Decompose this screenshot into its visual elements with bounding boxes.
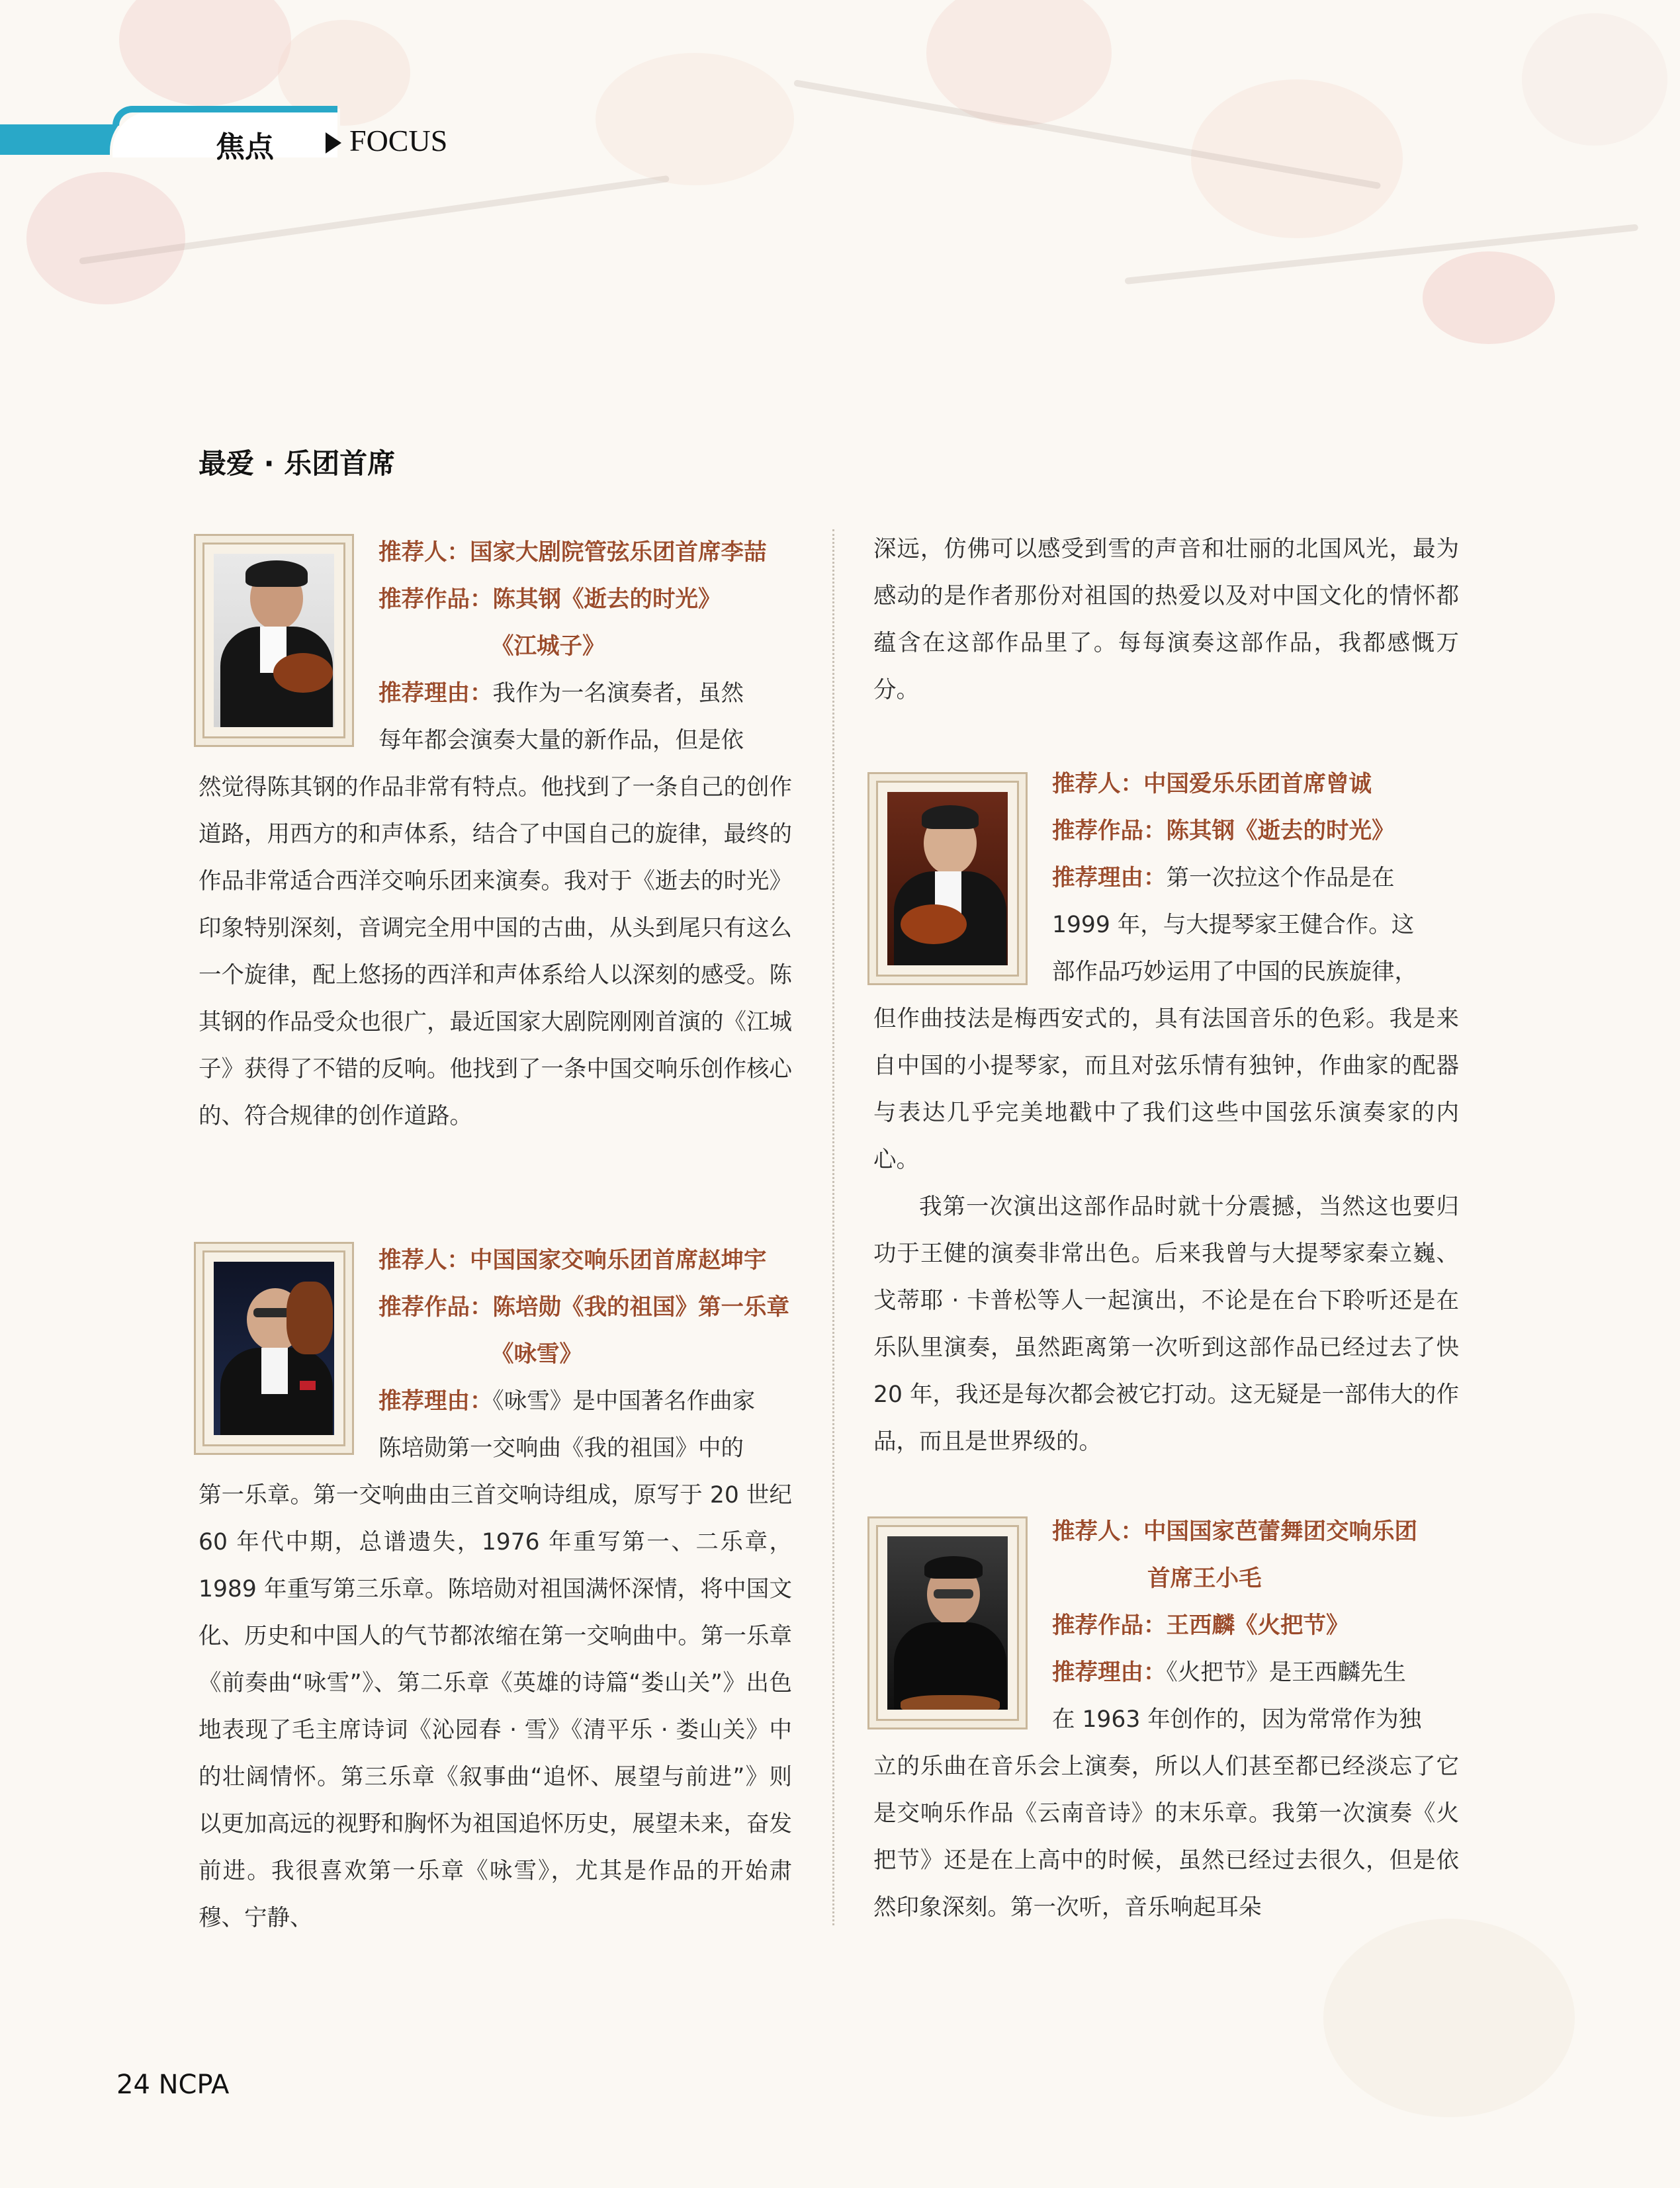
recommended-work-2: 推荐作品：陈培勋《我的祖国》第一乐章: [378, 1294, 789, 1321]
page-footer: [116, 2070, 229, 2100]
section-label-english: FOCUS: [349, 124, 448, 157]
reason-4-second-line: 在 1963 年创作的，因为常常作为独: [1052, 1706, 1422, 1733]
brand-name: NCPA: [158, 2070, 230, 2100]
reason-2-second-line: 陈培勋第一交响曲《我的祖国》中的: [378, 1435, 744, 1462]
reason-4-text-start: 《火把节》是王西麟先生: [1166, 1659, 1406, 1686]
recommender-2: 推荐人：中国国家交响乐团首席赵坤宇: [378, 1247, 767, 1274]
reason-label: 推荐理由：: [378, 1388, 493, 1415]
reason-2-body: 第一乐章。第一交响曲由三首交响诗组成，原写于 20 世纪 60 年代中期，总谱遗失，1976 年重写第一、二乐章，1989 年重写第三乐章。陈培勋对祖国满怀深情，将中国文化、历史和中国人的气节都浓缩在第一交响曲中。第一乐章《前奏曲“咏雪”》、第二乐章《英雄的诗篇“娄山关”》出色地表现了毛主席诗词《沁园春 · 雪》《清平乐 · 娄山关》中的壮阔情怀。第三乐章《叙事曲“追怀、展望与前进”》则以更加高远的视野和胸怀为祖国追怀历史，展望未来，奋发前进。我很喜欢第一乐章《咏雪》，尤其是作品的开始肃穆、宁静、: [199, 1482, 792, 1931]
reason-3-second-line: 1999 年，与大提琴家王健合作。这: [1052, 912, 1415, 938]
column-divider: [832, 529, 834, 1925]
portrait-photo: [876, 781, 1019, 977]
reason-4-body: 立的乐曲在音乐会上演奏，所以人们甚至都已经淡忘了它是交响乐作品《云南音诗》的末乐章。我第一次演奏《火把节》还是在上高中的时候，虽然已经过去很久，但是依然印象深刻。第一次听，音乐响起耳朵: [873, 1753, 1459, 1921]
page-number: 24: [116, 2070, 150, 2100]
reason-label: 推荐理由：: [1052, 1659, 1167, 1686]
recommended-work-2-cont: 《咏雪》: [491, 1341, 582, 1368]
reason-3-body: 但作曲技法是梅西安式的，具有法国音乐的色彩。我是来自中国的小提琴家，而且对弦乐情有独钟，作曲家的配器与表达几乎完美地戳中了我们这些中国弦乐演奏家的内心。: [873, 1006, 1459, 1173]
reason-1-body: 然觉得陈其钢的作品非常有特点。他找到了一条自己的创作道路，用西方的和声体系，结合了中国自己的旋律，最终的作品非常适合西洋交响乐团来演奏。我对于《逝去的时光》印象特别深刻，音调完全用中国的古曲，从头到尾只有这么一个旋律，配上悠扬的西洋和声体系给人以深刻的感受。陈其钢的作品受众也很广，最近国家大剧院刚刚首演的《江城子》获得了不错的反响。他找到了一条中国交响乐创作核心的、符合规律的创作道路。: [199, 774, 792, 1129]
recommended-work-1-cont: 《江城子》: [491, 633, 605, 660]
recommender-1: 推荐人：国家大剧院管弦乐团首席李喆: [378, 539, 767, 566]
reason-3-text-start: 第一次拉这个作品是在: [1166, 865, 1395, 891]
header-arrow-icon: [326, 132, 341, 153]
reason-3-first-line: [1052, 855, 1395, 902]
portrait-photo: [876, 1525, 1019, 1721]
portrait-photo: [202, 543, 345, 738]
reason-3-body-2: 我第一次演出这部作品时就十分震撼，当然这也要归功于王健的演奏非常出色。后来我曾与大提琴家秦立巍、戈蒂耶 · 卡普松等人一起演出，不论是在台下聆听还是在乐队里演奏，虽然距离第一次听到这部作品已经过去了快 20 年，我还是每次都会被它打动。这无疑是一部伟大的作品，而且是世界级的。: [873, 1194, 1459, 1455]
reason-2-text-start: 《咏雪》是中国著名作曲家: [492, 1388, 756, 1415]
reason-label: 推荐理由：: [1052, 865, 1167, 891]
reason-1-text-start: 我作为一名演奏者，虽然: [492, 680, 744, 707]
reason-2-first-line: [378, 1378, 755, 1425]
reason-1-first-line: [378, 670, 744, 717]
recommender-3: 推荐人：中国爱乐乐团首席曾诚: [1052, 771, 1372, 797]
reason-label: 推荐理由：: [378, 680, 493, 707]
reason-1-second-line: 每年都会演奏大量的新作品，但是依: [378, 727, 744, 754]
recommender-4: 推荐人：中国国家芭蕾舞团交响乐团: [1052, 1518, 1417, 1545]
recommended-work-3: 推荐作品：陈其钢《逝去的时光》: [1052, 818, 1395, 844]
recommended-work-4: 推荐作品：王西麟《火把节》: [1052, 1612, 1349, 1639]
portrait-photo: [202, 1250, 345, 1446]
reason-3-third-line: 部作品巧妙运用了中国的民族旋律，: [1052, 959, 1417, 985]
recommended-work-1: 推荐作品：陈其钢《逝去的时光》: [378, 586, 721, 613]
section-label: 焦点: [216, 130, 274, 164]
reason-2-continuation: 深远，仿佛可以感受到雪的声音和壮丽的北国风光，最为感动的是作者那份对祖国的热爱以及对中国文化的情怀都蕴含在这部作品里了。每每演奏这部作品，我都感慨万分。: [873, 536, 1459, 703]
recommender-4-cont: 首席王小毛: [1147, 1565, 1262, 1592]
reason-4-first-line: [1052, 1649, 1406, 1696]
page-title: 最爱 · 乐团首席: [199, 447, 396, 480]
